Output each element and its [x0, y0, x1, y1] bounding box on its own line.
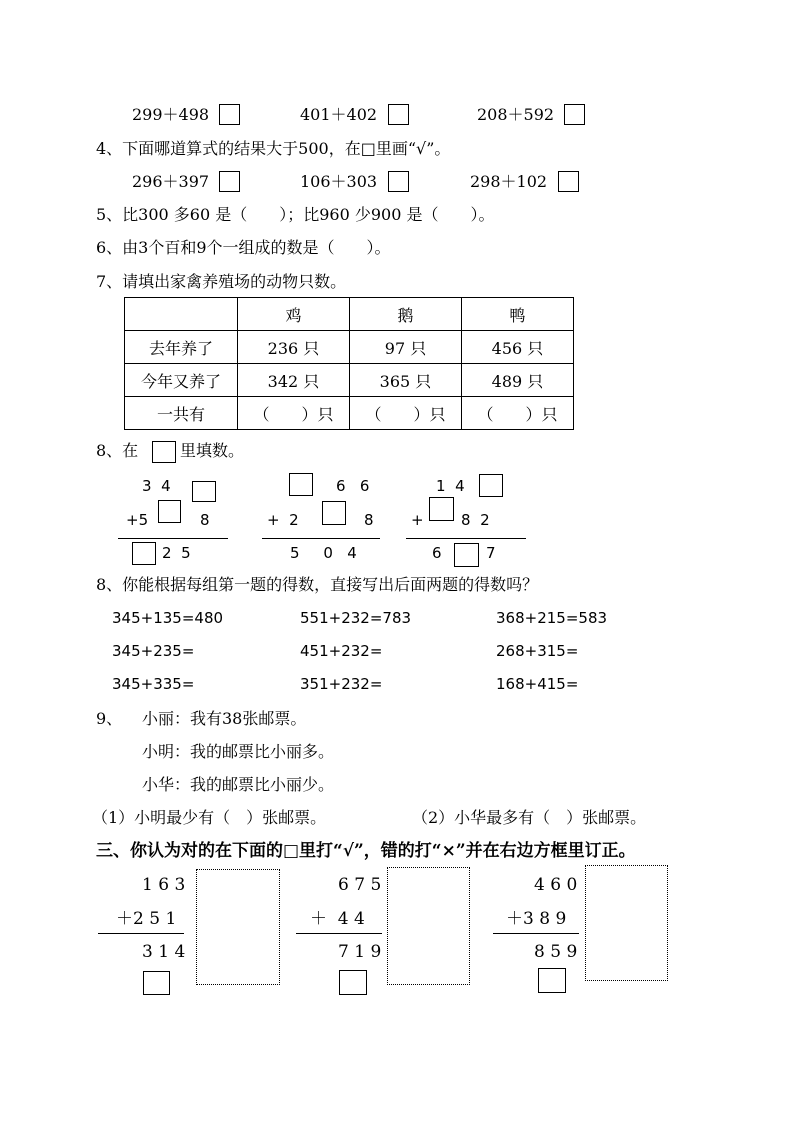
- table-row: [125, 298, 574, 331]
- p3-bot-a: 6: [432, 544, 442, 562]
- answer-box[interactable]: [429, 497, 454, 521]
- answer-box[interactable]: [564, 104, 585, 125]
- q8b-c3-r2: 268+315=: [496, 642, 579, 660]
- table-header-cell: 鸡: [238, 298, 350, 331]
- q8b-c1-r2: 345+235=: [112, 642, 195, 660]
- q8b-c2-r1: 551+232=783: [300, 609, 412, 627]
- q8b-c3-r1: 368+215=583: [496, 609, 608, 627]
- s3p3-a: 4 6 0: [534, 875, 578, 895]
- q4-expr-1: 296＋397: [132, 172, 210, 191]
- q6-text: 6、由3个百和9个一组成的数是（ ）。: [96, 238, 391, 257]
- q8a-title-suffix: 里填数。: [180, 441, 245, 460]
- table-row: [125, 364, 574, 397]
- answer-box[interactable]: [388, 171, 409, 192]
- sum-line: [406, 538, 526, 539]
- s3p1-c: 3 1 4: [142, 942, 186, 962]
- q7-title: 7、请填出家禽养殖场的动物只数。: [96, 272, 347, 291]
- q3-expr-3: 208＋592: [477, 105, 555, 124]
- check-box[interactable]: [339, 970, 367, 995]
- table-cell-blank[interactable]: （ ）只: [350, 397, 462, 430]
- table-cell: 365 只: [350, 364, 462, 397]
- s3p1-a: 1 6 3: [142, 875, 186, 895]
- q4-expr-2: 106＋303: [300, 172, 378, 191]
- q9-num: 9、: [96, 709, 123, 728]
- sum-line: [118, 538, 228, 539]
- answer-box[interactable]: [558, 171, 579, 192]
- q8b-c1-r3: 345+335=: [112, 675, 195, 693]
- table-cell: 456 只: [462, 331, 574, 364]
- check-box[interactable]: [143, 971, 170, 995]
- table-cell: 97 只: [350, 331, 462, 364]
- p3-bot-b: 7: [486, 544, 496, 562]
- s3p2-a: 6 7 5: [338, 875, 382, 895]
- q4-title: 4、下面哪道算式的结果大于500，在□里画“√”。: [96, 139, 451, 158]
- answer-box[interactable]: [479, 474, 503, 497]
- q5-text: 5、比300 多60 是（ ）；比960 少900 是（ ）。: [96, 205, 495, 224]
- s3p2-b: ＋ 4 4: [310, 909, 365, 929]
- answer-box[interactable]: [219, 171, 240, 192]
- q8b-title: 8、你能根据每组第一题的得数，直接写出后面两题的得数吗？: [96, 575, 539, 594]
- q3-expr-1: 299＋498: [132, 105, 210, 124]
- q8b-c2-r2: 451+232=: [300, 642, 383, 660]
- answer-box[interactable]: [289, 473, 313, 496]
- sum-line: [98, 933, 184, 934]
- sum-line: [296, 933, 382, 934]
- p3-top: 1 4: [436, 477, 465, 495]
- q3-expr-2: 401＋402: [300, 105, 378, 124]
- table-cell: 去年养了: [125, 331, 238, 364]
- p1-mid-b: 8: [200, 511, 210, 529]
- p1-top: 3 4: [142, 477, 171, 495]
- table-cell: 236 只: [238, 331, 350, 364]
- s3p1-b: ＋2 5 1: [116, 909, 177, 929]
- p2-top: 6 6: [336, 477, 370, 495]
- q9-line-1: 小丽：我有38张邮票。: [142, 709, 307, 728]
- p3-mid-b: 8 2: [461, 511, 490, 529]
- answer-box[interactable]: [158, 500, 181, 523]
- table-cell-blank[interactable]: （ ）只: [238, 397, 350, 430]
- p2-bot: 5 0 4: [290, 544, 357, 562]
- table-header-cell: 鹅: [350, 298, 462, 331]
- answer-box[interactable]: [192, 481, 216, 502]
- table-header-cell: 鸭: [462, 298, 574, 331]
- p2-mid-b: 8: [364, 511, 374, 529]
- answer-box[interactable]: [454, 543, 479, 567]
- q8a-title-prefix: 8、在: [96, 441, 139, 460]
- s3p3-c: 8 5 9: [534, 942, 578, 962]
- correction-box[interactable]: [585, 865, 668, 981]
- q9-sub-1: （1）小明最少有（ ）张邮票。: [92, 808, 327, 827]
- table-header-cell: [125, 298, 238, 331]
- s3p2-c: 7 1 9: [338, 942, 382, 962]
- farm-table: [124, 297, 574, 430]
- correction-box[interactable]: [387, 867, 470, 985]
- example-box: [152, 441, 176, 463]
- table-row: [125, 331, 574, 364]
- q9-line-3: 小华：我的邮票比小丽少。: [142, 775, 335, 794]
- q9-sub-2: （2）小华最多有（ ）张邮票。: [412, 808, 647, 827]
- q9-line-2: 小明：我的邮票比小丽多。: [142, 742, 335, 761]
- table-cell-blank[interactable]: （ ）只: [462, 397, 574, 430]
- table-cell: 342 只: [238, 364, 350, 397]
- table-row: [125, 397, 574, 430]
- p3-mid-a: +: [411, 511, 424, 529]
- q8b-c1-r1: 345+135=480: [112, 609, 224, 627]
- answer-box[interactable]: [132, 542, 156, 565]
- q8b-c3-r3: 168+415=: [496, 675, 579, 693]
- table-cell: 一共有: [125, 397, 238, 430]
- q8b-c2-r3: 351+232=: [300, 675, 383, 693]
- p1-bot: 2 5: [162, 544, 191, 562]
- correction-box[interactable]: [196, 869, 280, 985]
- sum-line: [493, 933, 579, 934]
- check-box[interactable]: [538, 968, 566, 993]
- p1-mid-a: +5: [126, 511, 149, 529]
- answer-box[interactable]: [219, 104, 240, 125]
- p2-mid-a: + 2: [267, 511, 299, 529]
- sum-line: [262, 538, 380, 539]
- table-cell: 今年又养了: [125, 364, 238, 397]
- sec3-title: 三、你认为对的在下面的□里打“√”，错的打“×”并在右边方框里订正。: [96, 841, 636, 861]
- s3p3-b: ＋3 8 9: [506, 909, 567, 929]
- q4-expr-3: 298＋102: [470, 172, 548, 191]
- answer-box[interactable]: [322, 501, 346, 525]
- table-cell: 489 只: [462, 364, 574, 397]
- answer-box[interactable]: [388, 104, 409, 125]
